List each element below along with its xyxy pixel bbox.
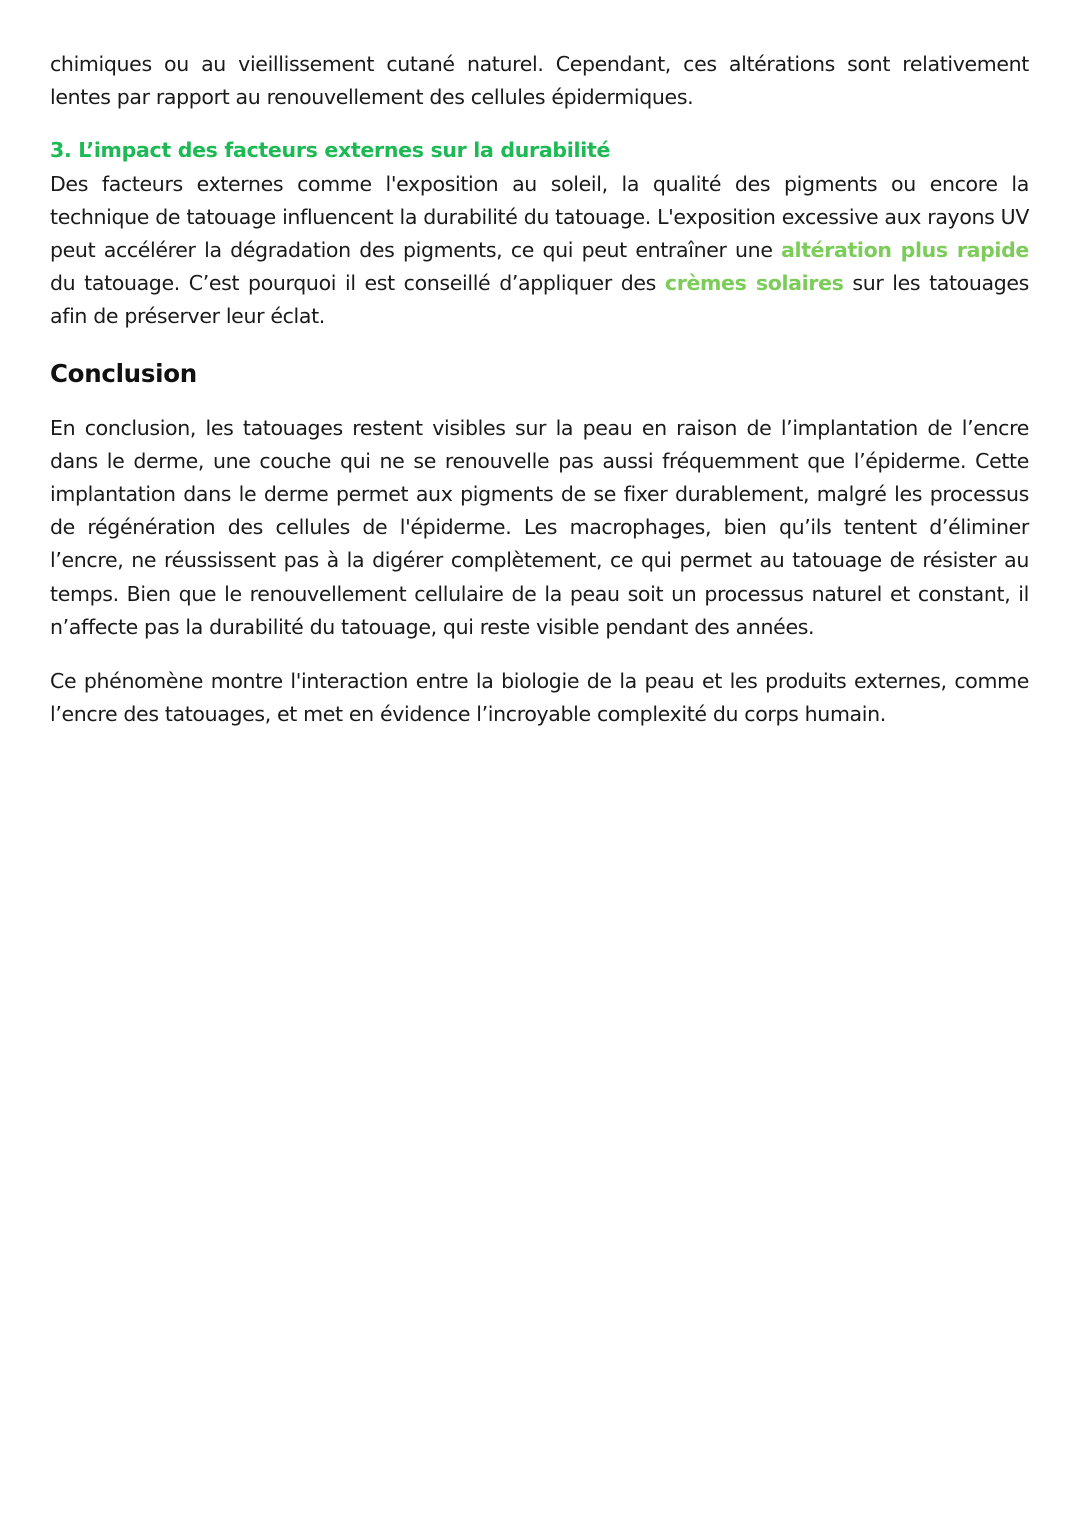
highlight-cremes-solaires: crèmes solaires <box>664 271 844 296</box>
conclusion-paragraph-1: En conclusion, les tatouages restent visibles sur la peau en raison de l’implantation de l’encre dans le derme, une couche qui ne se renouvelle pas aussi fréquemment que l’épiderme. Cette implantation dans le derme permet aux pigments de se fixer durablement, malgré les processus de régénération des cellules de l'épiderme. Les macrophages, bien qu’ils tentent d’éliminer l’encre, ne réussissent pas à la digérer complètement, ce qui permet au tatouage de résister au temps. Bien que le renouvellement cellulaire de la peau soit un processus naturel et constant, il n’affecte pas la durabilité du tatouage, qui reste visible pendant des années. <box>50 415 1029 639</box>
section-text-part2: du tatouage. C’est pourquoi il est conseillé d’appliquer des <box>50 271 665 296</box>
conclusion-paragraph-2: Ce phénomène montre l'interaction entre la biologie de la peau et les produits externes, comme l’encre des tatouages, et met en évidence l’incroyable complexité du corps humain. <box>50 669 1029 727</box>
section-text-part3: sur les tatouages afin de préserver leur éclat. <box>50 271 1029 329</box>
section-heading: 3. L’impact des facteurs externes sur la durabilité <box>50 138 611 163</box>
document-page <box>50 48 1029 731</box>
highlight-alteration: altération plus rapide <box>781 238 1029 263</box>
intro-paragraph: chimiques ou au vieillissement cutané naturel. Cependant, ces altérations sont relativement lentes par rapport au renouvellement des cellules épidermiques. <box>50 52 1029 110</box>
conclusion-heading: Conclusion <box>50 358 197 388</box>
section-text-part1: Des facteurs externes comme l'exposition au soleil, la qualité des pigments ou encore la technique de tatouage influencent la durabilité du tatouage. L'exposition excessive aux rayons UV peut accélérer la dégradation des pigments, ce qui peut entraîner une <box>50 171 1029 263</box>
section-paragraph <box>50 168 1029 334</box>
